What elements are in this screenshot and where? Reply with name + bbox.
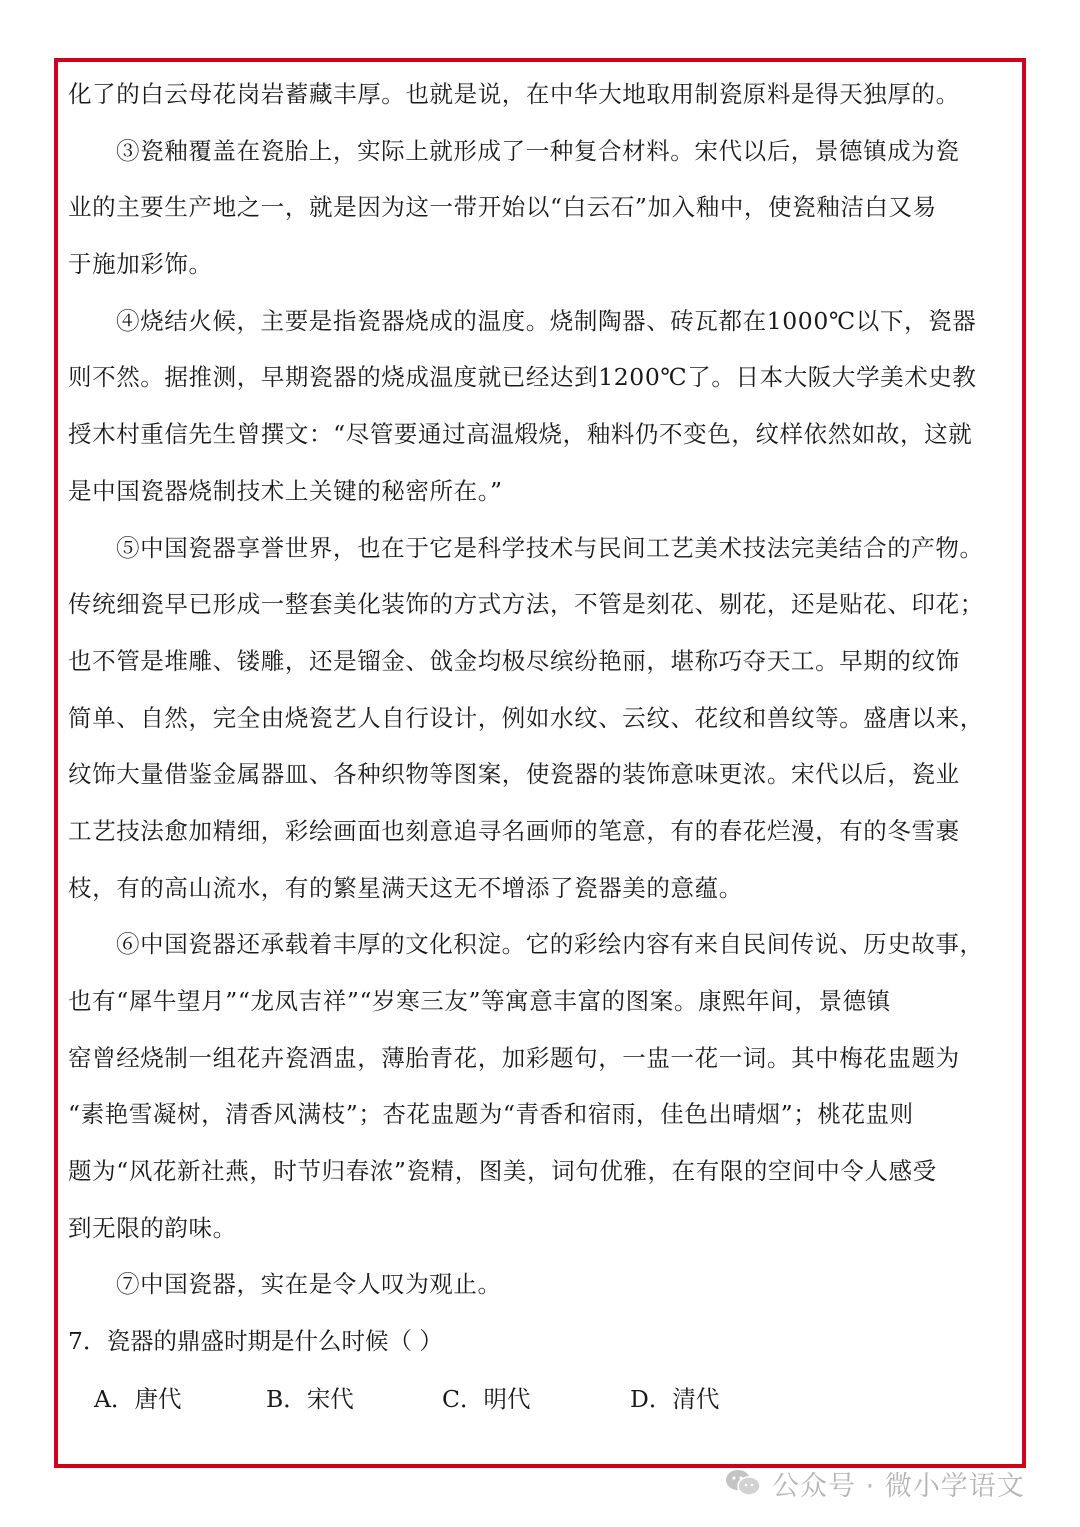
passage-line: 业的主要生产地之一，就是因为这一带开始以“白云石”加入釉中，使瓷釉洁白又易 xyxy=(68,193,937,222)
passage-line: 工艺技法愈加精细，彩绘画面也刻意追寻名画师的笔意，有的春花烂漫，有的冬雪裹 xyxy=(68,816,960,845)
passage-line: ⑦中国瓷器，实在是令人叹为观止。 xyxy=(116,1270,502,1299)
passage-line: 是中国瓷器烧制技术上关键的秘密所在。” xyxy=(68,476,503,505)
passage-line: ③瓷釉覆盖在瓷胎上，实际上就形成了一种复合材料。宋代以后，景德镇成为瓷 xyxy=(116,136,960,165)
passage-lines xyxy=(68,66,1014,1313)
option-c[interactable]: C．明代 xyxy=(442,1385,531,1414)
passage-line: 授木村重信先生曾撰文：“尽管要通过高温煅烧，釉料仍不变色，纹样依然如故，这就 xyxy=(68,420,973,449)
watermark xyxy=(724,1458,1025,1508)
question-7: 7．瓷器的鼎盛时期是什么时候（ ） xyxy=(68,1327,443,1356)
passage-line: 简单、自然，完全由烧瓷艺人自行设计，例如水纹、云纹、花纹和兽纹等。盛唐以来， xyxy=(68,703,984,732)
option-b[interactable]: B．宋代 xyxy=(266,1385,354,1414)
passage-line: 也不管是堆雕、镂雕，还是镏金、戗金均极尽缤纷艳丽，堪称巧夺天工。早期的纹饰 xyxy=(68,646,960,675)
passage-line: 传统细瓷早已形成一整套美化装饰的方式方法，不管是刻花、剔花，还是贴花、印花； xyxy=(68,590,984,619)
passage-line: 枝，有的高山流水，有的繁星满天这无不增添了瓷器美的意蕴。 xyxy=(68,873,743,902)
passage-line: 纹饰大量借鉴金属器皿、各种织物等图案，使瓷器的装饰意味更浓。宋代以后，瓷业 xyxy=(68,760,960,789)
passage-line: 到无限的韵味。 xyxy=(68,1213,237,1242)
passage-line: 则不然。据推测，早期瓷器的烧成温度就已经达到1200℃了。日本大阪大学美术史教 xyxy=(68,363,977,392)
passage-line: 窑曾经烧制一组花卉瓷酒盅，薄胎青花，加彩题句，一盅一花一词。其中梅花盅题为 xyxy=(68,1043,960,1072)
passage-line: ⑤中国瓷器享誉世界，也在于它是科学技术与民间工艺美术技法完美结合的产物。 xyxy=(116,533,984,562)
option-d[interactable]: D．清代 xyxy=(630,1385,720,1414)
passage-line: 题为“风花新社燕，时节归春浓”瓷精，图美，词句优雅，在有限的空间中令人感受 xyxy=(68,1157,937,1186)
passage xyxy=(68,66,1014,1429)
question-options xyxy=(68,1369,1014,1429)
passage-line: 也有“犀牛望月”“龙凤吉祥”“岁寒三友”等寓意丰富的图案。康熙年间，景德镇 xyxy=(68,987,891,1015)
watermark-text: 公众号 · 微小学语文 xyxy=(772,1470,1025,1502)
passage-line: ⑥中国瓷器还承载着丰厚的文化积淀。它的彩绘内容有来自民间传说、历史故事， xyxy=(116,930,984,959)
passage-line: “素艳雪凝树，清香风满枝”；杏花盅题为“青香和宿雨，佳色出晴烟”；桃花盅则 xyxy=(68,1100,914,1129)
passage-line: 化了的白云母花岗岩蓄藏丰厚。也就是说，在中华大地取用制瓷原料是得天独厚的。 xyxy=(68,80,960,108)
wechat-icon xyxy=(724,1468,762,1498)
passage-line: ④烧结火候，主要是指瓷器烧成的温度。烧制陶器、砖瓦都在1000℃以下，瓷器 xyxy=(116,306,977,335)
passage-line: 于施加彩饰。 xyxy=(68,250,213,279)
option-a[interactable]: A．唐代 xyxy=(94,1385,182,1414)
